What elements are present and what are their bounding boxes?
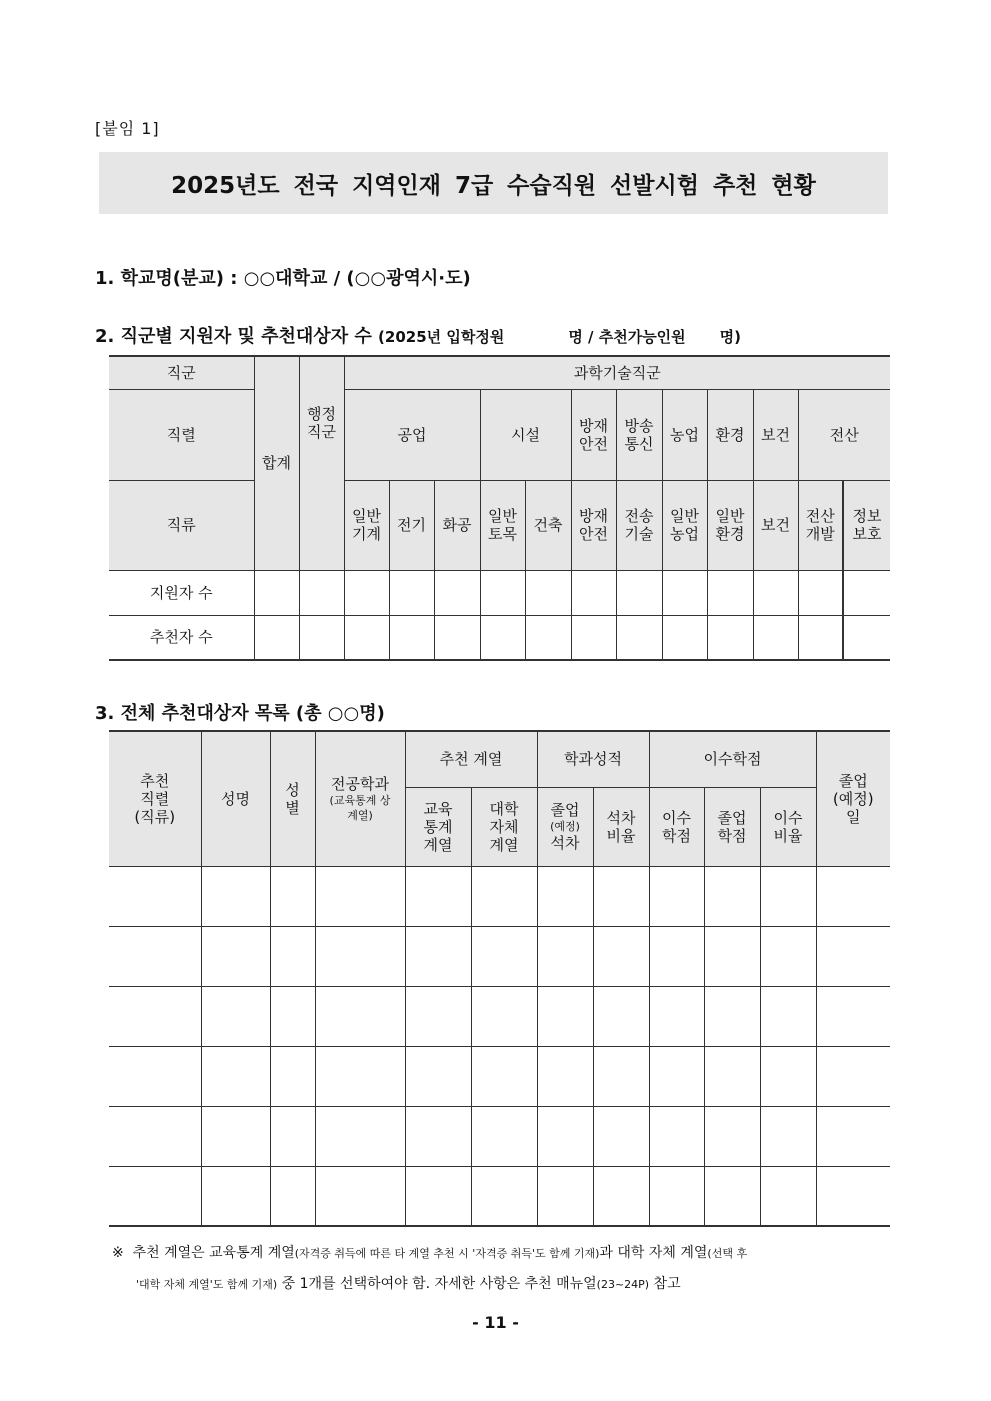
table-cell[interactable] — [201, 866, 270, 926]
table-cell[interactable] — [537, 1046, 593, 1106]
section2-title: 2. 직군별 지원자 및 추천대상자 수 — [95, 326, 372, 347]
class-electrical: 전기 — [389, 480, 434, 570]
table-cell[interactable] — [109, 1166, 201, 1226]
table-cell[interactable] — [616, 570, 662, 615]
table-cell[interactable] — [405, 1106, 471, 1166]
section2-admission: (2025년 입학정원 — [378, 328, 505, 346]
section3-heading: 3. 전체 추천대상자 목록 (총 ○○명) — [95, 703, 385, 724]
table-cell[interactable] — [315, 1166, 405, 1226]
header-grad-date: 졸업 (예정) 일 — [816, 731, 890, 866]
table-cell[interactable] — [270, 1046, 315, 1106]
table-cell[interactable] — [434, 615, 480, 660]
header-name: 성명 — [201, 731, 270, 866]
header-group: 직군 — [109, 356, 254, 389]
header-grad-rank: 졸업 (예정) 석차 — [537, 787, 593, 866]
table-cell[interactable] — [315, 926, 405, 986]
table-cell[interactable] — [270, 926, 315, 986]
header-earn-ratio: 이수 비율 — [760, 787, 816, 866]
row-label-recommended: 추천자 수 — [109, 615, 254, 660]
header-admin-group: 행정 직군 — [299, 356, 344, 570]
recommended-candidates-table — [109, 730, 890, 1227]
table-cell[interactable] — [593, 1106, 649, 1166]
table-cell[interactable] — [537, 1106, 593, 1166]
series-engineering: 공업 — [344, 389, 480, 480]
table-cell[interactable] — [593, 1046, 649, 1106]
table-row — [109, 866, 890, 926]
table-cell[interactable] — [760, 1046, 816, 1106]
table-cell[interactable] — [816, 866, 890, 926]
table-cell[interactable] — [760, 926, 816, 986]
table-cell[interactable] — [471, 1166, 537, 1226]
table-cell[interactable] — [270, 1166, 315, 1226]
table-cell[interactable] — [299, 570, 344, 615]
table-cell[interactable] — [593, 926, 649, 986]
header-grades: 학과성적 — [537, 731, 649, 787]
table-cell[interactable] — [315, 866, 405, 926]
header-credits: 이수학점 — [649, 731, 816, 787]
table-cell[interactable] — [753, 570, 798, 615]
table-cell[interactable] — [593, 866, 649, 926]
class-info-security: 정보 보호 — [843, 480, 890, 570]
header-sci-tech-group: 과학기술직군 — [344, 356, 890, 389]
table-cell[interactable] — [405, 1166, 471, 1226]
table-cell[interactable] — [662, 570, 707, 615]
table-cell[interactable] — [315, 1046, 405, 1106]
table-cell[interactable] — [254, 570, 299, 615]
header-rank-ratio: 석차 비율 — [593, 787, 649, 866]
table-cell[interactable] — [649, 926, 704, 986]
table-cell[interactable] — [593, 1166, 649, 1226]
table-cell[interactable] — [649, 1046, 704, 1106]
table-cell[interactable] — [389, 615, 434, 660]
table-cell[interactable] — [109, 1046, 201, 1106]
table-cell[interactable] — [109, 986, 201, 1046]
table-cell[interactable] — [760, 1166, 816, 1226]
section1-school-name: 1. 학교명(분교) : ○○대학교 / (○○광역시·도) — [95, 268, 471, 289]
table-cell[interactable] — [109, 1106, 201, 1166]
table-cell[interactable] — [760, 866, 816, 926]
table-cell[interactable] — [254, 615, 299, 660]
table-cell[interactable] — [201, 1166, 270, 1226]
header-total: 합계 — [254, 356, 299, 570]
class-computing-dev: 전산 개발 — [798, 480, 843, 570]
applicants-by-group-table — [109, 355, 890, 661]
table-cell[interactable] — [816, 1166, 890, 1226]
class-general-environment: 일반 환경 — [707, 480, 753, 570]
table-cell[interactable] — [753, 615, 798, 660]
table-cell[interactable] — [299, 615, 344, 660]
table-cell[interactable] — [707, 615, 753, 660]
table-cell[interactable] — [571, 615, 616, 660]
table-cell[interactable] — [201, 1046, 270, 1106]
class-chemical: 화공 — [434, 480, 480, 570]
note-mark: ※ — [112, 1245, 124, 1261]
table-cell[interactable] — [537, 986, 593, 1046]
table-cell[interactable] — [760, 986, 816, 1046]
table-cell[interactable] — [405, 986, 471, 1046]
class-health: 보건 — [753, 480, 798, 570]
page-number: - 11 - — [472, 1313, 519, 1332]
table-cell[interactable] — [649, 1166, 704, 1226]
table-row — [109, 986, 890, 1046]
table-cell[interactable] — [704, 866, 760, 926]
table-row — [109, 1166, 890, 1226]
table-cell[interactable] — [389, 570, 434, 615]
table-row — [109, 615, 890, 660]
class-disaster-safety: 방재 안전 — [571, 480, 616, 570]
table-cell[interactable] — [525, 570, 571, 615]
table-cell[interactable] — [270, 986, 315, 1046]
table-cell[interactable] — [405, 866, 471, 926]
footnote: ※ 추천 계열은 교육통계 계열(자격증 취득에 따른 타 계열 추천 시 '자격증 취득'도 함께 기재)과 대학 자체 계열(선택 후 '대학 자체 계열'도 함께 기재) 중 1개를 선택하여야 함. 자세한 사항은 추천 매뉴얼(23~24P) 참고 — [112, 1245, 748, 1292]
table-cell[interactable] — [471, 1106, 537, 1166]
table-cell[interactable] — [816, 1046, 890, 1106]
table-cell[interactable] — [662, 615, 707, 660]
section2-close: 명) — [719, 328, 742, 346]
series-health: 보건 — [753, 389, 798, 480]
table-cell[interactable] — [816, 986, 890, 1046]
table-cell[interactable] — [434, 570, 480, 615]
table-cell[interactable] — [704, 1046, 760, 1106]
table-row — [109, 1106, 890, 1166]
header-grad-credits: 졸업 학점 — [704, 787, 760, 866]
table-cell[interactable] — [471, 866, 537, 926]
series-computing: 전산 — [798, 389, 890, 480]
table-cell[interactable] — [704, 926, 760, 986]
table-cell[interactable] — [649, 1106, 704, 1166]
table-cell[interactable] — [537, 1166, 593, 1226]
table-cell[interactable] — [649, 866, 704, 926]
table-cell[interactable] — [816, 926, 890, 986]
table-row — [109, 926, 890, 986]
class-architecture: 건축 — [525, 480, 571, 570]
table-cell[interactable] — [315, 1106, 405, 1166]
table-row — [109, 1046, 890, 1106]
table-cell[interactable] — [843, 615, 890, 660]
table-cell[interactable] — [201, 1106, 270, 1166]
table-cell[interactable] — [480, 570, 525, 615]
table-cell[interactable] — [704, 1106, 760, 1166]
table-cell[interactable] — [270, 866, 315, 926]
table-cell[interactable] — [270, 1106, 315, 1166]
table-cell[interactable] — [707, 570, 753, 615]
table-cell[interactable] — [109, 926, 201, 986]
table-row — [109, 570, 890, 615]
table-cell[interactable] — [315, 986, 405, 1046]
header-rec-track: 추천 계열 — [405, 731, 537, 787]
class-transmission: 전송 기술 — [616, 480, 662, 570]
series-disaster-safety: 방재 안전 — [571, 389, 616, 480]
header-earned-credits: 이수 학점 — [649, 787, 704, 866]
table-cell[interactable] — [537, 926, 593, 986]
series-agriculture: 농업 — [662, 389, 707, 480]
series-environment: 환경 — [707, 389, 753, 480]
table-cell[interactable] — [816, 1106, 890, 1166]
table-cell[interactable] — [201, 926, 270, 986]
header-major: 전공학과 (교육통계 상 계열) — [315, 731, 405, 866]
header-class: 직류 — [109, 480, 254, 570]
attachment-label: [붙임 1] — [95, 119, 160, 138]
table-cell[interactable] — [405, 926, 471, 986]
table-cell[interactable] — [704, 986, 760, 1046]
header-univ-own-track: 대학 자체 계열 — [471, 787, 537, 866]
table-cell[interactable] — [760, 1106, 816, 1166]
table-cell[interactable] — [843, 570, 890, 615]
header-series: 직렬 — [109, 389, 254, 480]
table-cell[interactable] — [798, 615, 843, 660]
document-title: 2025년도 전국 지역인재 7급 수습직원 선발시험 추천 현황 — [99, 152, 888, 214]
header-edu-stat-track: 교육 통계 계열 — [405, 787, 471, 866]
row-label-applicants: 지원자 수 — [109, 570, 254, 615]
table-cell[interactable] — [798, 570, 843, 615]
class-general-agriculture: 일반 농업 — [662, 480, 707, 570]
class-general-civil: 일반 토목 — [480, 480, 525, 570]
table-cell[interactable] — [704, 1166, 760, 1226]
table-cell[interactable] — [471, 1046, 537, 1106]
table-cell[interactable] — [405, 1046, 471, 1106]
table-cell[interactable] — [480, 615, 525, 660]
table-cell[interactable] — [593, 986, 649, 1046]
table-cell[interactable] — [201, 986, 270, 1046]
table-cell[interactable] — [571, 570, 616, 615]
section2-recommendable: 명 / 추천가능인원 — [568, 328, 686, 346]
class-general-mechanical: 일반 기계 — [344, 480, 389, 570]
series-facilities: 시설 — [480, 389, 571, 480]
table-cell[interactable] — [616, 615, 662, 660]
table-cell[interactable] — [344, 570, 389, 615]
table-cell[interactable] — [525, 615, 571, 660]
table-cell[interactable] — [649, 986, 704, 1046]
table-cell[interactable] — [109, 866, 201, 926]
table-cell[interactable] — [471, 986, 537, 1046]
table-cell[interactable] — [537, 866, 593, 926]
header-rec-class: 추천 직렬 (직류) — [109, 731, 201, 866]
table-cell[interactable] — [471, 926, 537, 986]
header-gender: 성 별 — [270, 731, 315, 866]
table-cell[interactable] — [344, 615, 389, 660]
section2-heading — [95, 322, 741, 348]
series-broadcast: 방송 통신 — [616, 389, 662, 480]
